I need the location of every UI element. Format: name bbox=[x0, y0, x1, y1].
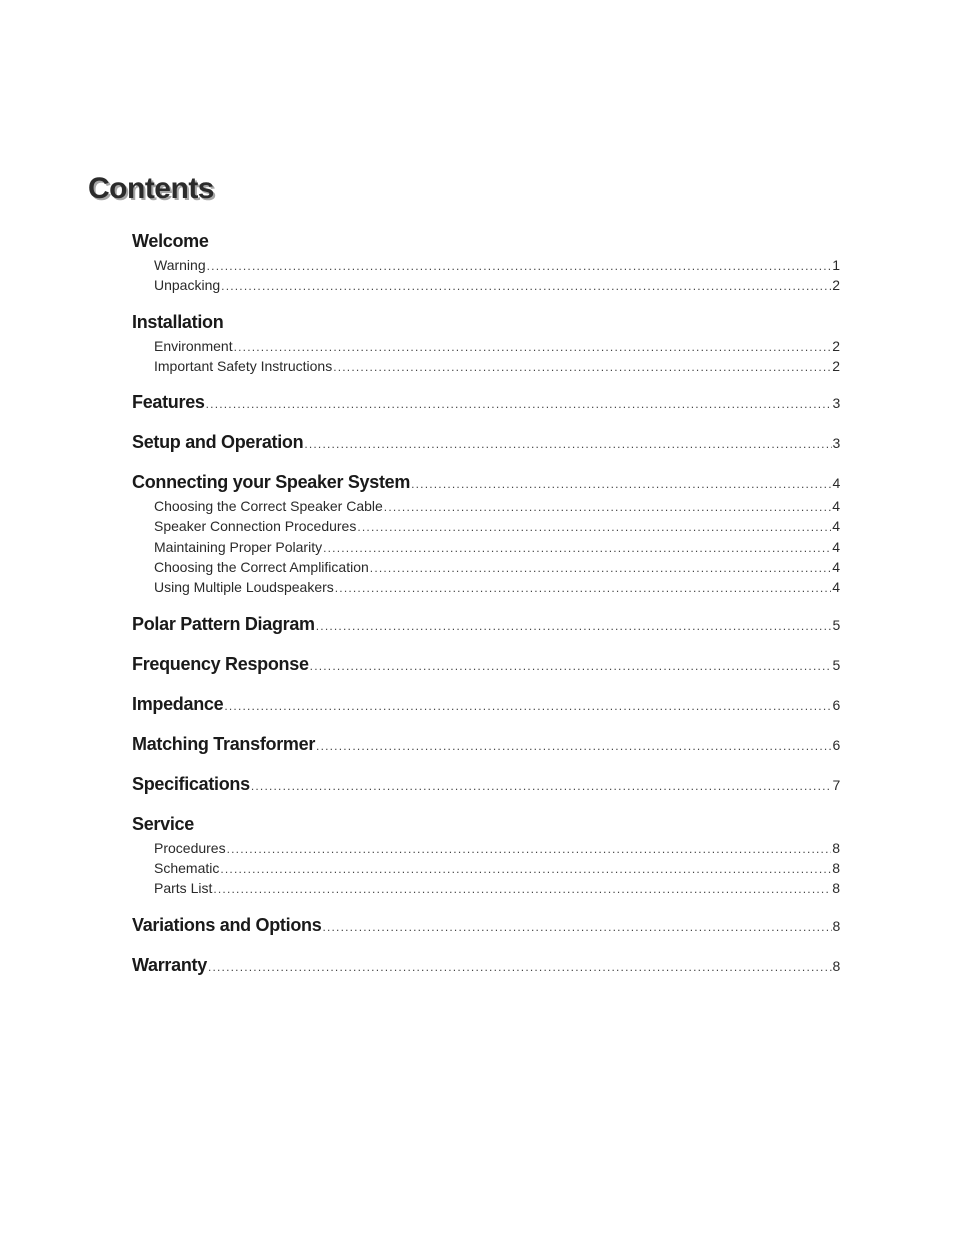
toc-heading-label: Features bbox=[132, 392, 205, 413]
toc-entry-label: Using Multiple Loudspeakers bbox=[154, 579, 334, 596]
toc-heading-label: Variations and Options bbox=[132, 914, 322, 935]
toc-heading-row[interactable] bbox=[132, 309, 840, 336]
toc-heading-label: Setup and Operation bbox=[132, 432, 304, 453]
table-of-contents bbox=[132, 228, 840, 992]
toc-heading-row[interactable] bbox=[132, 469, 840, 496]
toc-heading-label: Specifications bbox=[132, 773, 250, 794]
toc-section bbox=[132, 429, 840, 456]
dot-leader bbox=[322, 914, 831, 941]
toc-section bbox=[132, 771, 840, 798]
dot-leader bbox=[206, 391, 832, 418]
toc-entry-row[interactable] bbox=[132, 496, 840, 516]
toc-heading-label: Frequency Response bbox=[132, 653, 309, 674]
dot-leader bbox=[411, 471, 831, 498]
toc-page-number: 5 bbox=[832, 656, 840, 673]
toc-heading-label: Warranty bbox=[132, 954, 207, 975]
toc-heading-row[interactable] bbox=[132, 651, 840, 678]
dot-leader bbox=[251, 773, 832, 800]
toc-page-number: 7 bbox=[832, 776, 840, 793]
dot-leader bbox=[310, 653, 832, 680]
toc-entry-row[interactable] bbox=[132, 336, 840, 356]
toc-page-number: 3 bbox=[832, 435, 840, 452]
toc-page-number: 8 bbox=[832, 957, 840, 974]
toc-entry-label: Choosing the Correct Speaker Cable bbox=[154, 498, 383, 515]
toc-entry-row[interactable] bbox=[132, 858, 840, 878]
toc-page-number: 2 bbox=[832, 337, 840, 354]
toc-page-number: 4 bbox=[832, 518, 840, 535]
toc-entry-label: Schematic bbox=[154, 859, 220, 876]
toc-entry-label: Warning bbox=[154, 257, 206, 273]
toc-entry-label: Procedures bbox=[154, 839, 226, 856]
toc-heading-row[interactable] bbox=[132, 429, 840, 456]
toc-page-number: 2 bbox=[832, 277, 840, 294]
toc-page-number: 2 bbox=[832, 357, 840, 374]
toc-entry-row[interactable] bbox=[132, 577, 840, 597]
toc-page-number: 4 bbox=[832, 579, 840, 596]
toc-page-number: 8 bbox=[832, 880, 840, 897]
dot-leader bbox=[234, 337, 832, 357]
toc-entry-row[interactable] bbox=[132, 537, 840, 557]
toc-section bbox=[132, 389, 840, 416]
toc-page-number: 8 bbox=[832, 839, 840, 856]
toc-entry-label: Environment bbox=[154, 337, 233, 354]
toc-heading-label: Connecting your Speaker System bbox=[132, 472, 411, 493]
page-title: Contents bbox=[88, 172, 214, 205]
dot-leader bbox=[335, 578, 831, 598]
toc-entry-label: Unpacking bbox=[154, 277, 221, 294]
toc-page-number: 4 bbox=[832, 475, 840, 492]
toc-section bbox=[132, 611, 840, 638]
toc-page-number: 3 bbox=[832, 395, 840, 412]
toc-section bbox=[132, 309, 840, 377]
toc-entry-row[interactable] bbox=[132, 356, 840, 376]
toc-heading-row[interactable] bbox=[132, 912, 840, 939]
toc-section bbox=[132, 228, 840, 296]
dot-leader bbox=[213, 879, 831, 899]
toc-heading-label: Matching Transformer bbox=[132, 733, 316, 754]
toc-section bbox=[132, 952, 840, 979]
toc-heading-row[interactable] bbox=[132, 731, 840, 758]
toc-page-number: 5 bbox=[832, 616, 840, 633]
toc-page-number: 6 bbox=[832, 696, 840, 713]
dot-leader bbox=[207, 256, 832, 276]
toc-page-number: 6 bbox=[832, 736, 840, 753]
toc-section bbox=[132, 651, 840, 678]
dot-leader bbox=[357, 517, 831, 537]
toc-heading-label: Polar Pattern Diagram bbox=[132, 613, 315, 634]
toc-page-number: 4 bbox=[832, 538, 840, 555]
toc-entry-row[interactable] bbox=[132, 557, 840, 577]
toc-entry-label: Speaker Connection Procedures bbox=[154, 518, 357, 535]
toc-section bbox=[132, 912, 840, 939]
toc-entry-label: Maintaining Proper Polarity bbox=[154, 538, 323, 555]
toc-heading-row[interactable] bbox=[132, 389, 840, 416]
toc-page-number: 4 bbox=[832, 559, 840, 576]
toc-section bbox=[132, 731, 840, 758]
toc-heading-row[interactable] bbox=[132, 771, 840, 798]
toc-entry-label: Parts List bbox=[154, 880, 213, 897]
toc-section bbox=[132, 691, 840, 718]
toc-entry-row[interactable] bbox=[132, 878, 840, 898]
dot-leader bbox=[221, 276, 831, 296]
toc-heading-label: Impedance bbox=[132, 693, 224, 714]
dot-leader bbox=[333, 357, 831, 377]
toc-section bbox=[132, 469, 840, 597]
dot-leader bbox=[220, 859, 831, 879]
dot-leader bbox=[384, 497, 831, 517]
toc-heading-row[interactable] bbox=[132, 228, 840, 255]
toc-heading-row[interactable] bbox=[132, 952, 840, 979]
toc-heading-row[interactable] bbox=[132, 691, 840, 718]
dot-leader bbox=[208, 954, 832, 981]
toc-entry-label: Choosing the Correct Amplification bbox=[154, 559, 369, 576]
dot-leader bbox=[370, 558, 831, 578]
toc-page-number: 8 bbox=[832, 859, 840, 876]
toc-entry-label: Important Safety Instructions bbox=[154, 357, 333, 374]
toc-heading-label: Service bbox=[132, 813, 194, 834]
toc-entry-row[interactable] bbox=[132, 838, 840, 858]
toc-section bbox=[132, 811, 840, 899]
toc-page-number: 4 bbox=[832, 498, 840, 515]
toc-page-number: 1 bbox=[832, 257, 840, 273]
toc-page-number: 8 bbox=[832, 917, 840, 934]
toc-heading-row[interactable] bbox=[132, 611, 840, 638]
dot-leader bbox=[316, 733, 831, 760]
dot-leader bbox=[224, 693, 831, 720]
dot-leader bbox=[304, 431, 831, 458]
toc-heading-label: Installation bbox=[132, 311, 224, 332]
dot-leader bbox=[316, 613, 832, 640]
toc-entry-row[interactable] bbox=[132, 516, 840, 536]
dot-leader bbox=[323, 538, 831, 558]
toc-heading-label: Welcome bbox=[132, 231, 209, 251]
dot-leader bbox=[227, 839, 832, 859]
toc-heading-row[interactable] bbox=[132, 811, 840, 838]
toc-entry-row[interactable] bbox=[132, 275, 840, 295]
toc-entry-row[interactable] bbox=[132, 255, 840, 275]
